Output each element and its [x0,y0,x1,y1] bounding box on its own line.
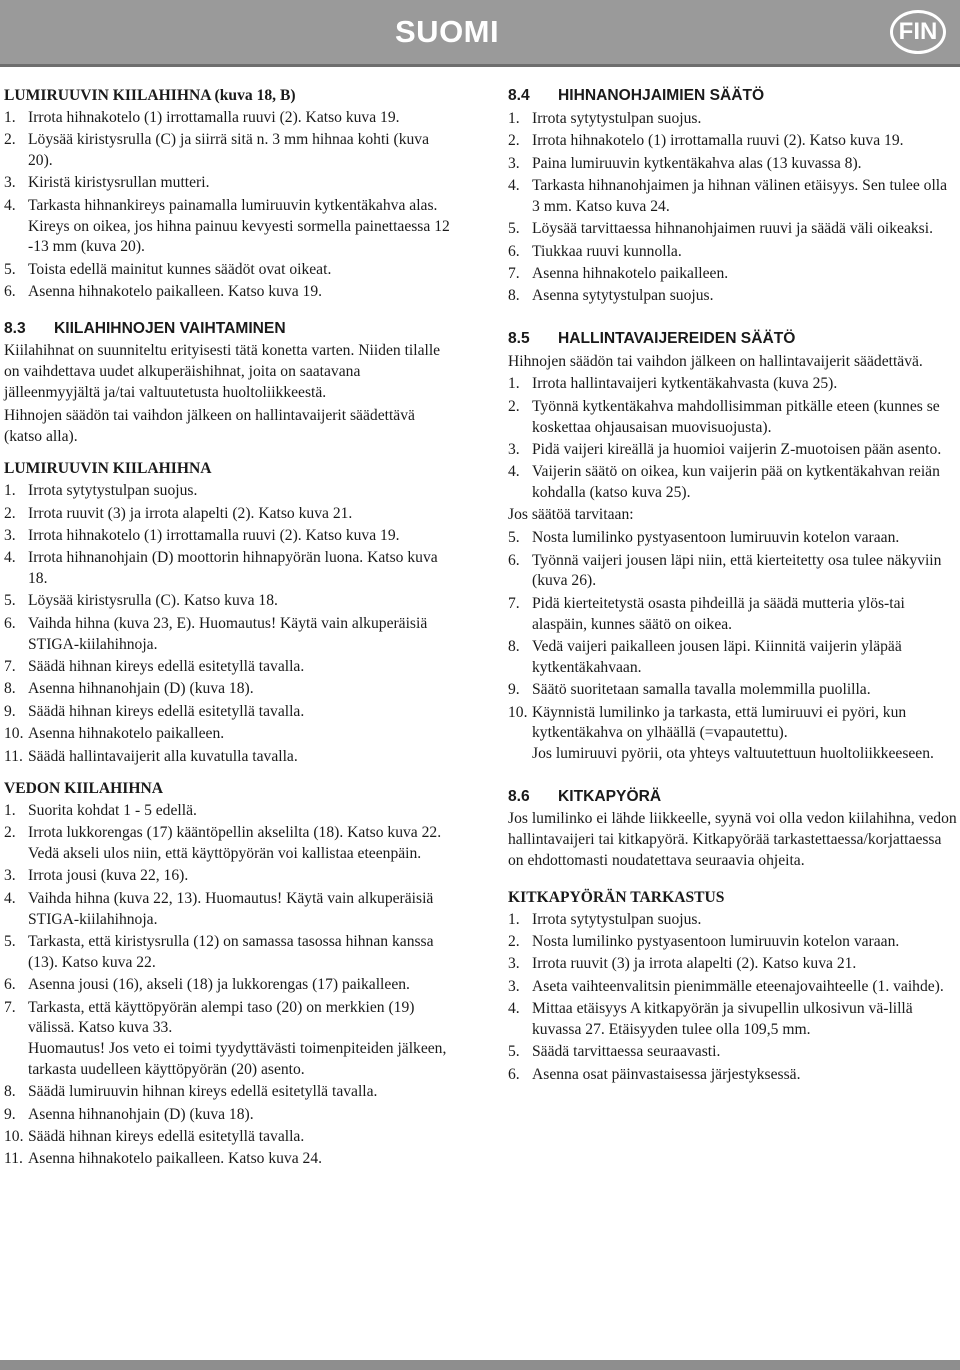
item-text: Löysää tarvittaessa hihnanohjaimen ruuvi ja säädä väli oikeaksi. [532,220,933,238]
list-item [4,108,456,129]
item-text: Säädä hihnan kireys edellä esitetyllä tavalla. [28,1128,305,1146]
steps-list [4,481,456,767]
list-item [4,866,456,887]
section-heading: LUMIRUUVIN KIILAHIHNA (kuva 18, B) [4,87,296,104]
item-number: 10. [4,725,24,743]
item-number: 9. [4,1105,16,1123]
item-text: Irrota sytytystulpan suojus. [532,109,702,127]
item-text: Nosta lumilinko pystyasentoon lumiruuvin kotelon varaan. [532,932,900,950]
item-text: Irrota ruuvit (3) ja irrota alapelti (2). Katso kuva 21. [28,504,353,522]
item-number: 5. [508,220,520,238]
paragraph: Hihnojen säädön tai vaihdon jälkeen on hallintavaijerit säädettävä. [508,352,923,370]
item-number: 5. [4,932,16,950]
item-text: Irrota hihnakotelo (1) irrottamalla ruuvi (2). Katso kuva 19. [28,526,400,544]
item-number: 2. [4,824,16,842]
section-vedon-kiilahihna [4,779,456,1170]
item-text: Asenna hihnakotelo paikalleen. Katso kuva 24. [28,1150,323,1168]
item-text: Löysää kiristysrulla (C) ja siirrä sitä n. 3 mm hihnaa kohti (kuva 20). [28,131,430,169]
section-lumiruuvin-kiilahihna-saato [4,86,456,303]
item-number: 2. [4,504,16,522]
item-number: 4. [508,1000,520,1018]
list-item [4,260,456,281]
list-item [4,657,456,678]
section-8-4 [508,86,958,307]
right-column [508,86,958,1087]
list-item [508,551,958,593]
list-item [4,889,456,931]
list-item [508,932,958,953]
item-number: 1. [508,910,520,928]
list-item [4,998,456,1081]
item-number: 1. [4,108,16,126]
list-item [508,374,958,395]
steps-list [508,910,958,1086]
item-text: Vedä vaijeri paikalleen jousen läpi. Kiinnitä vaijerin yläpää kytkentäkahvaan. [532,638,902,676]
section-title: KITKAPYÖRÄ [558,787,662,805]
item-number: 2. [508,132,520,150]
section-8-3 [4,319,456,448]
item-text: Tarkasta hihnanohjaimen ja hihnan välinen etäisyys. Sen tulee olla 3 mm. Katso kuva 24. [532,176,948,215]
item-text: Kiristä kiristysrullan mutteri. [28,174,210,192]
item-text: Säädä hihnan kireys edellä esitetyllä tavalla. [28,702,305,720]
list-item [508,109,958,130]
list-item [4,747,456,768]
list-item [508,910,958,931]
item-number: 5. [508,529,520,547]
item-text: Pidä kierteitetystä osasta pihdeillä ja säädä mutteria ylös-tai alaspäin, kunnes säätö on oikea. [532,594,905,633]
steps-list [508,528,958,765]
list-item [4,282,456,303]
language-badge: FIN [890,10,946,54]
list-item [4,702,456,723]
item-text: Irrota jousi (kuva 22, 16). [28,867,189,885]
section-title: KIILAHIHNOJEN VAIHTAMINEN [54,319,286,337]
item-number: 2. [508,932,520,950]
list-item [508,462,958,504]
item-number: 7. [508,594,520,612]
item-number: 6. [508,242,520,260]
list-item [4,504,456,525]
item-text: Irrota hihnakotelo (1) irrottamalla ruuvi (2). Katso kuva 19. [28,108,400,126]
item-number: 4. [4,889,16,907]
item-text: Vaihda hihna (kuva 23, E). Huomautus! Käytä vain alkuperäisiä STIGA-kiilahihnoja. [28,614,428,653]
item-text: Tiukkaa ruuvi kunnolla. [532,242,682,260]
item-number: 2. [508,397,520,415]
page-title: SUOMI [395,14,500,49]
item-number: 9. [508,681,520,699]
item-number: 3. [508,955,520,973]
list-item [508,1042,958,1063]
item-number: 6. [4,283,16,301]
list-item [4,173,456,194]
item-text: Irrota lukkorengas (17) kääntöpellin akselilta (18). Katso kuva 22. Vedä akseli ulos niin, että käyttöpyörän voi kallistaa eteenpäin. [28,824,442,862]
item-note: Huomautus! Jos veto ei toimi tyydyttävästi toimenpiteiden jälkeen, tarkasta uudelleen käyttöpyörän (20) asento. [28,1040,447,1078]
list-item [4,975,456,996]
item-text: Työnnä vaijeri jousen läpi niin, että kierteitetty osa tulee näkyviin (kuva 26). [532,551,942,590]
list-item [508,977,958,998]
section-heading [4,319,456,340]
paragraph: Jos säätöä tarvitaan: [508,506,634,524]
item-text: Irrota sytytystulpan suojus. [532,910,702,928]
item-number: 1. [4,482,16,500]
item-number: 1. [508,375,520,393]
item-number: 10. [4,1128,24,1146]
list-item [4,1127,456,1148]
section-heading [508,86,958,107]
item-text: Säädä hihnan kireys edellä esitetyllä tavalla. [28,658,305,676]
list-item [508,528,958,549]
item-text: Asenna hihnakotelo paikalleen. [532,264,729,282]
item-text: Työnnä kytkentäkahva mahdollisimman pitkälle eteen (kunnes se koskettaa ohjausaisan muovisuojusta). [532,397,940,436]
item-number: 3. [4,526,16,544]
list-item [4,196,456,258]
list-item [4,481,456,502]
item-number: 4. [508,176,520,194]
list-item [508,440,958,461]
item-text: Asenna hihnakotelo paikalleen. [28,725,225,743]
list-item [508,176,958,218]
list-item [508,703,958,765]
item-number: 8. [4,1083,16,1101]
steps-list [4,801,456,1170]
list-item [508,286,958,307]
list-item [4,1105,456,1126]
section-heading [508,329,958,350]
item-text: Pidä vaijeri kireällä ja huomioi vaijerin Z-muotoisen pään asento. [532,440,942,458]
list-item [508,219,958,240]
item-number: 5. [4,592,16,610]
item-number: 4. [4,196,16,214]
list-item [508,397,958,439]
list-item [508,637,958,679]
item-text: Irrota sytytystulpan suojus. [28,482,198,500]
item-number: 8. [508,638,520,656]
item-number: 3. [508,440,520,458]
left-column [4,86,456,1172]
item-number: 10. [508,703,528,721]
paragraph: Hihnojen säädön tai vaihdon jälkeen on hallintavaijerit säädettävä (katso alla). [4,406,415,445]
item-text: Asenna osat päinvastaisessa järjestyksessä. [532,1065,801,1083]
item-text: Aseta vaihteenvalitsin pienimmälle eteenajovaihteelle (1. vaihde). [532,977,944,995]
item-number: 7. [4,998,16,1016]
list-item [508,999,958,1041]
item-text: Asenna hihnakotelo paikalleen. Katso kuva 19. [28,283,323,301]
list-item [508,264,958,285]
item-text: Vaijerin säätö on oikea, kun vaijerin pää on kytkentäkahvan reiän kohdalla (katso kuva 25). [532,463,940,502]
steps-list [4,108,456,303]
item-text: Irrota hihnanohjain (D) moottorin hihnapyörän luona. Katso kuva 18. [28,549,438,588]
item-text: Irrota ruuvit (3) ja irrota alapelti (2). Katso kuva 21. [532,955,857,973]
item-number: 4. [4,549,16,567]
item-text: Suorita kohdat 1 - 5 edellä. [28,801,197,819]
paragraph: Kiilahihnat on suunniteltu erityisesti tätä konetta varten. Niiden tilalle on vaihdettava uudet alkuperäishihnat, joita on saatavana jälleenmyyjältä ja/tai valtuutetusta huoltoliikkeestä. [4,342,441,401]
item-text: Käynnistä lumilinko ja tarkasta, että lumiruuvi ei pyöri, kun kytkentäkahva on ylhäällä (=vapautettu). [532,703,907,742]
item-number: 7. [4,658,16,676]
item-text: Nosta lumilinko pystyasentoon lumiruuvin kotelon varaan. [532,529,900,547]
section-number: 8.4 [508,87,530,104]
section-number: 8.6 [508,787,530,805]
item-text: Paina lumiruuvin kytkentäkahva alas (13 kuvassa 8). [532,154,862,172]
section-8-5 [508,329,958,765]
section-title: HIHNANOHJAIMIEN SÄÄTÖ [558,87,765,104]
steps-list [508,374,958,504]
item-text: Toista edellä mainitut kunnes säädöt ovat oikeat. [28,260,332,278]
item-text: Tarkasta hihnankireys painamalla lumiruuvin kytkentäkahva alas. Kireys on oikea, jos hihna painuu kevyesti sormella painettaessa 12 -13 mm (kuva 20). [28,196,450,256]
list-item [508,954,958,975]
list-item [4,548,456,590]
list-item [508,680,958,701]
list-item [4,130,456,172]
item-number: 6. [4,614,16,632]
list-item [4,1149,456,1170]
item-number: 1. [4,801,16,819]
item-text: Vaihda hihna (kuva 22, 13). Huomautus! Käytä vain alkuperäisiä STIGA-kiilahihnoja. [28,889,434,928]
item-number: 11. [4,1150,23,1168]
item-number: 1. [508,109,520,127]
item-number: 9. [4,702,16,720]
item-text: Irrota hallintavaijeri kytkentäkahvasta (kuva 25). [532,375,838,393]
list-item [508,1065,958,1086]
item-number: 2. [4,131,16,149]
item-number: 3. [508,977,520,995]
item-text: Mittaa etäisyys A kitkapyörän ja sivupellin ulkosivun vä-lillä kuvassa 27. Etäisyyden tulee olla 109,5 mm. [532,1000,913,1038]
list-item [508,131,958,152]
item-text: Asenna hihnanohjain (D) (kuva 18). [28,1105,254,1123]
item-number: 8. [508,287,520,305]
list-item [508,154,958,175]
section-heading [508,787,958,808]
item-text: Säädä tarvittaessa seuraavasti. [532,1043,721,1061]
paragraph: Jos lumilinko ei lähde liikkeelle, syynä voi olla vedon kiilahihna, vedon hallintavaijeri tai kitkapyörä. Kitkapyörää tarkastettaessa/korjattaessa on ehdottomasti noudatettava seuraavia ohjeita. [508,810,957,869]
item-number: 5. [508,1043,520,1061]
list-item [4,724,456,745]
section-heading: KITKAPYÖRÄN TARKASTUS [508,888,725,906]
item-number: 6. [508,1065,520,1083]
list-item [4,801,456,822]
item-text: Irrota hihnakotelo (1) irrottamalla ruuvi (2). Katso kuva 19. [532,132,904,150]
list-item [4,1082,456,1103]
list-item [4,526,456,547]
steps-list [508,109,958,307]
header-bar [0,0,960,67]
list-item [4,679,456,700]
section-number: 8.5 [508,329,530,347]
item-text: Asenna hihnanohjain (D) (kuva 18). [28,680,254,698]
list-item [508,242,958,263]
item-text: Löysää kiristysrulla (C). Katso kuva 18. [28,592,278,610]
item-number: 3. [4,867,16,885]
section-number: 8.3 [4,319,26,337]
item-number: 8. [4,680,16,698]
item-text: Säädä hallintavaijerit alla kuvatulla tavalla. [28,747,298,765]
section-heading: VEDON KIILAHIHNA [4,780,163,797]
section-kitkapyoran-tarkastus [508,888,958,1086]
item-number: 11. [4,747,23,765]
section-lumiruuvin-kiilahihna [4,459,456,767]
item-number: 7. [508,264,520,282]
item-number: 4. [508,463,520,481]
item-number: 5. [4,260,16,278]
list-item [4,823,456,865]
section-8-6 [508,787,958,872]
footer-bar [0,1360,960,1370]
list-item [4,591,456,612]
section-title: HALLINTAVAIJEREIDEN SÄÄTÖ [558,329,796,347]
item-text: Säädä lumiruuvin hihnan kireys edellä esitetyllä tavalla. [28,1083,378,1101]
list-item [4,614,456,656]
item-note: Jos lumiruuvi pyörii, ota yhteys valtuutettuun huoltoliikkeeseen. [532,745,934,763]
item-number: 6. [508,551,520,569]
item-text: Asenna jousi (16), akseli (18) ja lukkorengas (17) paikalleen. [28,976,410,994]
item-text: Asenna sytytystulpan suojus. [532,287,714,305]
item-text: Tarkasta, että kiristysrulla (12) on samassa tasossa hihnan kanssa (13). Katso kuva 22. [28,932,434,971]
list-item [4,932,456,974]
item-number: 3. [508,154,520,172]
item-number: 6. [4,976,16,994]
item-number: 3. [4,174,16,192]
list-item [508,594,958,636]
item-text: Tarkasta, että käyttöpyörän alempi taso (20) on merkkien (19) välissä. Katso kuva 33. [28,998,415,1037]
section-heading: LUMIRUUVIN KIILAHIHNA [4,460,212,478]
item-text: Säätö suoritetaan samalla tavalla molemmilla puolilla. [532,681,871,699]
